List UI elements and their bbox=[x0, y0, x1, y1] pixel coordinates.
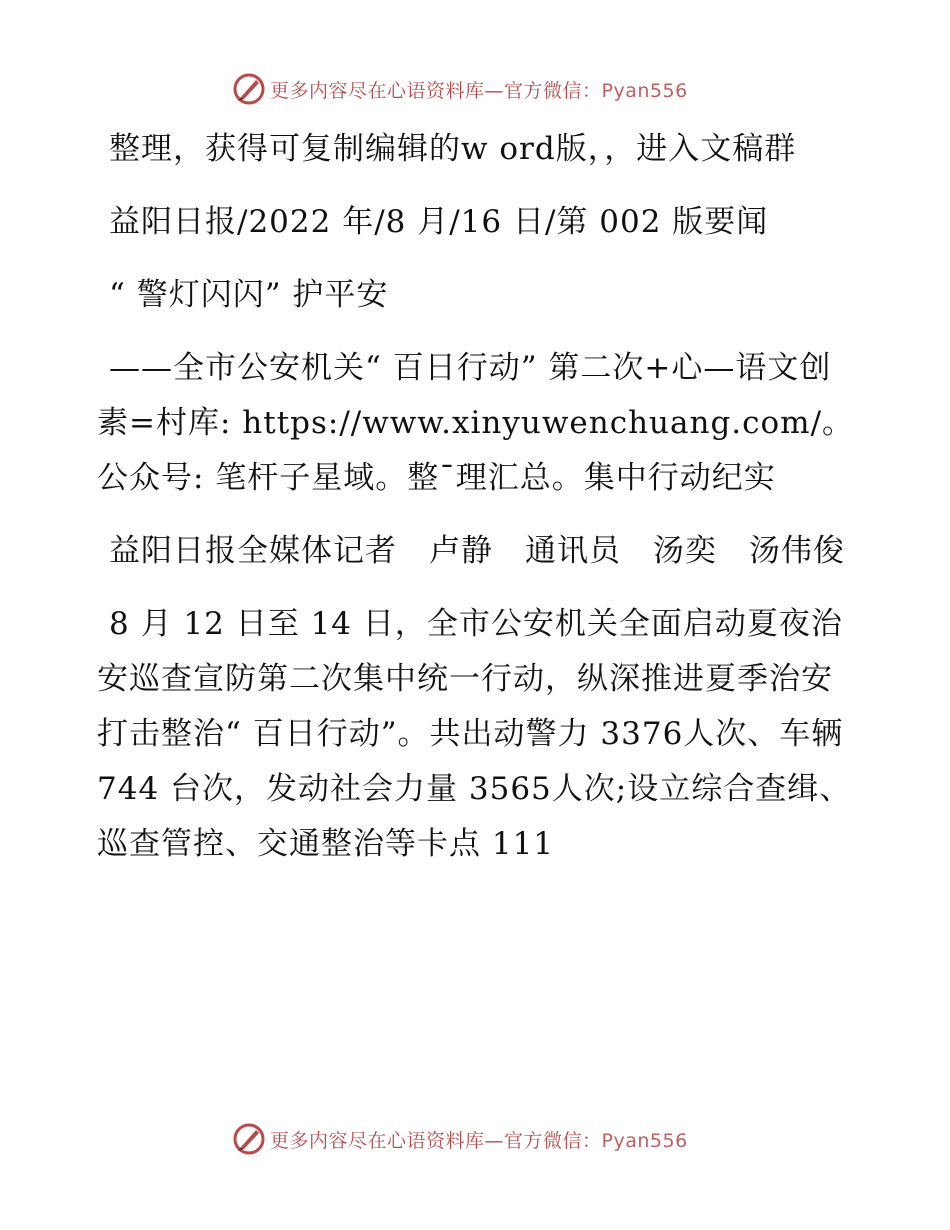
article-title: “ 警灯闪闪” 护平安 bbox=[109, 277, 389, 313]
header-banner-text: 更多内容尽在心语资料库—官方微信： bbox=[270, 79, 602, 102]
intro-note: 整理，获得可复制编辑的w ord版，，进入文稿群 bbox=[109, 131, 797, 167]
quill-pen-logo-icon bbox=[232, 1122, 266, 1156]
byline: 益阳日报全媒体记者 卢静 通讯员 汤奕 汤伟俊 bbox=[109, 533, 845, 569]
header-wechat-id: Pyan556 bbox=[601, 79, 688, 102]
body-paragraph: 8 月 12 日至 14 日，全市公安机关全面启动夏夜治安巡查宣防第二次集中统一行动，纵深推进夏季治安打击整治“ 百日行动”。共出动警力 3376人次、车辆 744 台次，发动社会力量 3565人次;设立综合查缉、巡查管控、交通整治等卡点 111 bbox=[97, 606, 852, 862]
quill-pen-logo-icon bbox=[232, 72, 266, 106]
article-subtitle: ——全市公安机关“ 百日行动” 第二次+心—语文创素=村库: https://www.xinyuwenchuang.com/。公众号: 笔杆子星域。整¯理汇总。集中行动纪实 bbox=[97, 350, 855, 496]
header-banner bbox=[232, 72, 722, 106]
footer-banner bbox=[232, 1122, 722, 1156]
footer-banner-text: 更多内容尽在心语资料库—官方微信： bbox=[270, 1129, 602, 1152]
article-body bbox=[97, 122, 857, 890]
footer-wechat-id: Pyan556 bbox=[601, 1129, 688, 1152]
publication-line: 益阳日报/2022 年/8 月/16 日/第 002 版要闻 bbox=[109, 204, 769, 240]
